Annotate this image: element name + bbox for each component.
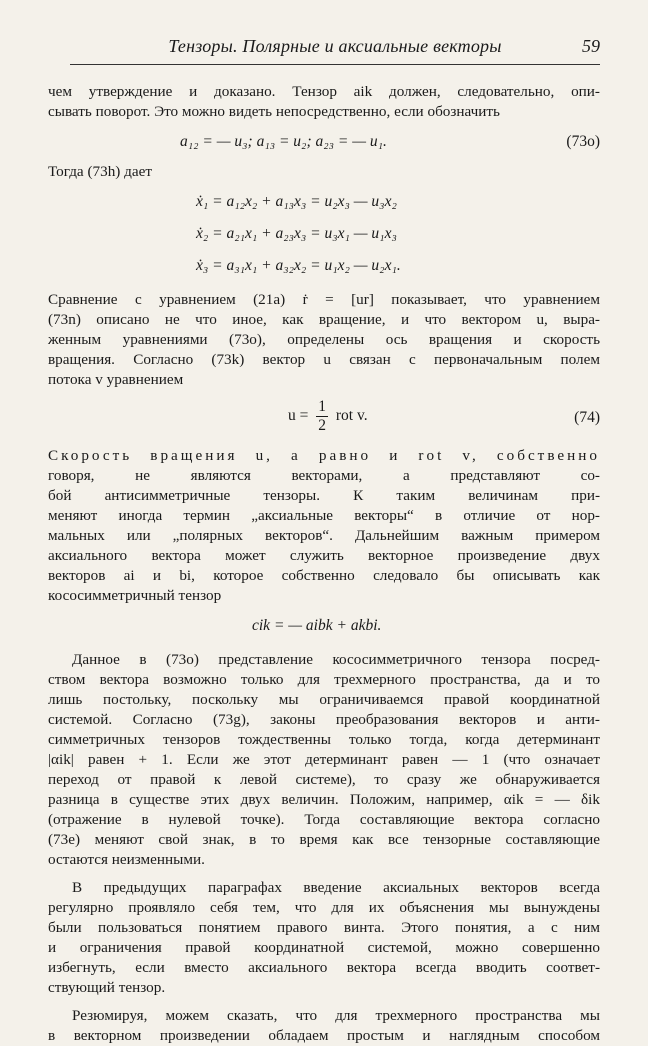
text-line: избегнуть, если вместо аксиального вектора всегда вводить соответ- <box>48 959 600 976</box>
text-line: Скорость вращения u, а равно и rot v, собственно <box>48 447 600 464</box>
equation-system-73n <box>48 190 600 278</box>
fraction: $\frac{1}{2}$ <box>318 398 326 434</box>
text-line: Резюмируя, можем сказать, что для трехмерного пространства мы <box>72 1007 600 1024</box>
text-line: меняют иногда термин „аксиальные векторы“ в отличие от нор- <box>48 507 600 524</box>
text-line: системой. Согласно (73g), законы преобразования векторов и анти- <box>48 711 600 728</box>
equation-formula: a₁₂ = — u₃; a₁₃ = u₂; a₂₃ = — u₁. <box>180 133 387 150</box>
equation-74 <box>48 390 600 446</box>
paragraph-4 <box>48 650 600 870</box>
running-title: Тензоры. Полярные и аксиальные векторы <box>168 36 502 56</box>
text-line: остаются неизменными. <box>48 851 205 868</box>
text-line: женным уравнениями (73o), определены ось вращения и скорость <box>48 331 600 348</box>
text-line: вращения. Согласно (73k) вектор u связан с первоначальным полем <box>48 351 600 368</box>
equation-line: ẋ₂ = a₂₁x₁ + a₂₃x₃ = u₃x₁ — u₁x₃ <box>196 225 397 242</box>
equation-line: ẋ₃ = a₃₁x₁ + a₃₂x₂ = u₁x₂ — u₂x₁. <box>196 257 401 274</box>
paragraph-3 <box>48 446 600 606</box>
page-body <box>48 82 600 1046</box>
equation-formula: cik = — aibk + akbi. <box>252 617 382 634</box>
text-line: |αik| равен + 1. Если же этот детерминант равен — 1 (что означает <box>48 751 600 768</box>
text-line: Сравнение с уравнением (21a) ṙ = [ur] показывает, что уравнением <box>48 291 600 308</box>
equation-73o <box>48 130 600 154</box>
text-line: (73e) меняют свой знак, в то время как все тензорные составляющие <box>48 831 600 848</box>
equation-cik <box>48 614 600 638</box>
paragraph-5 <box>48 878 600 998</box>
page-header <box>70 30 600 65</box>
text-line: и ограничения правой координатной системой, можно совершенно <box>48 939 600 956</box>
paragraph-2 <box>48 290 600 390</box>
text-line: (73n) описано не что иное, как вращение, и что вектором u, выра- <box>48 311 600 328</box>
equation-line: ẋ₁ = a₁₂x₂ + a₁₃x₃ = u₂x₃ — u₃x₂ <box>196 193 397 210</box>
text-line: мальных или „полярных векторов“. Дальнейшим важным примером <box>48 527 600 544</box>
text-line: лишь постольку, поскольку мы ограничиваемся правой координатной <box>48 691 600 708</box>
text-line: (отражение в нулевой точке). Тогда составляющие вектора согласно <box>48 811 600 828</box>
text-line: ством вектора возможно только для трехмерного пространства, да и то <box>48 671 600 688</box>
equation-formula: u = $\frac{1}{2}$ rot v. <box>288 398 368 434</box>
text-line: чем утверждение и доказано. Тензор aik должен, следовательно, опи- <box>48 83 600 100</box>
text-line: Данное в (73o) представление кососимметричного тензора посред- <box>72 651 600 668</box>
equation-number: (73o) <box>566 133 600 150</box>
text-line: говоря, не являются векторами, а представляют со- <box>48 467 600 484</box>
text-line: В предыдущих параграфах введение аксиальных векторов всегда <box>72 879 600 896</box>
equation-number: (74) <box>574 409 600 426</box>
paragraph-6 <box>48 1006 600 1046</box>
text-line: ствующий тензор. <box>48 979 166 996</box>
text-line: Тогда (73h) дает <box>48 163 153 180</box>
text-line: аксиального вектора может служить векторное произведение двух <box>48 547 600 564</box>
text-line: разница в существе этих двух величин. Положим, например, αik = — δik <box>48 791 600 808</box>
text-line: сывать поворот. Это можно видеть непосредственно, если обозначить <box>48 103 500 120</box>
text-line: векторов ai и bi, которое собственно следовало бы описывать как <box>48 567 600 584</box>
page-number: 59 <box>582 36 600 56</box>
text-line: в векторном произведении обладаем простым и наглядным способом <box>48 1027 600 1044</box>
text-line: переход от правой к левой системе), то сразу же обнаруживается <box>48 771 600 788</box>
text-line: бой антисимметричные тензоры. К таким величинам при- <box>48 487 600 504</box>
text-line: были пользоваться понятием правого винта. Этого понятия, а с ним <box>48 919 600 936</box>
text-line: потока v уравнением <box>48 371 184 388</box>
text-line: регулярно проявляло себя тем, что для их объяснения мы вынуждены <box>48 899 600 916</box>
text-line: кососимметричный тензор <box>48 587 222 604</box>
text-line: симметричных тензоров тождественны только тогда, когда детерминант <box>48 731 600 748</box>
paragraph-1 <box>48 82 600 122</box>
